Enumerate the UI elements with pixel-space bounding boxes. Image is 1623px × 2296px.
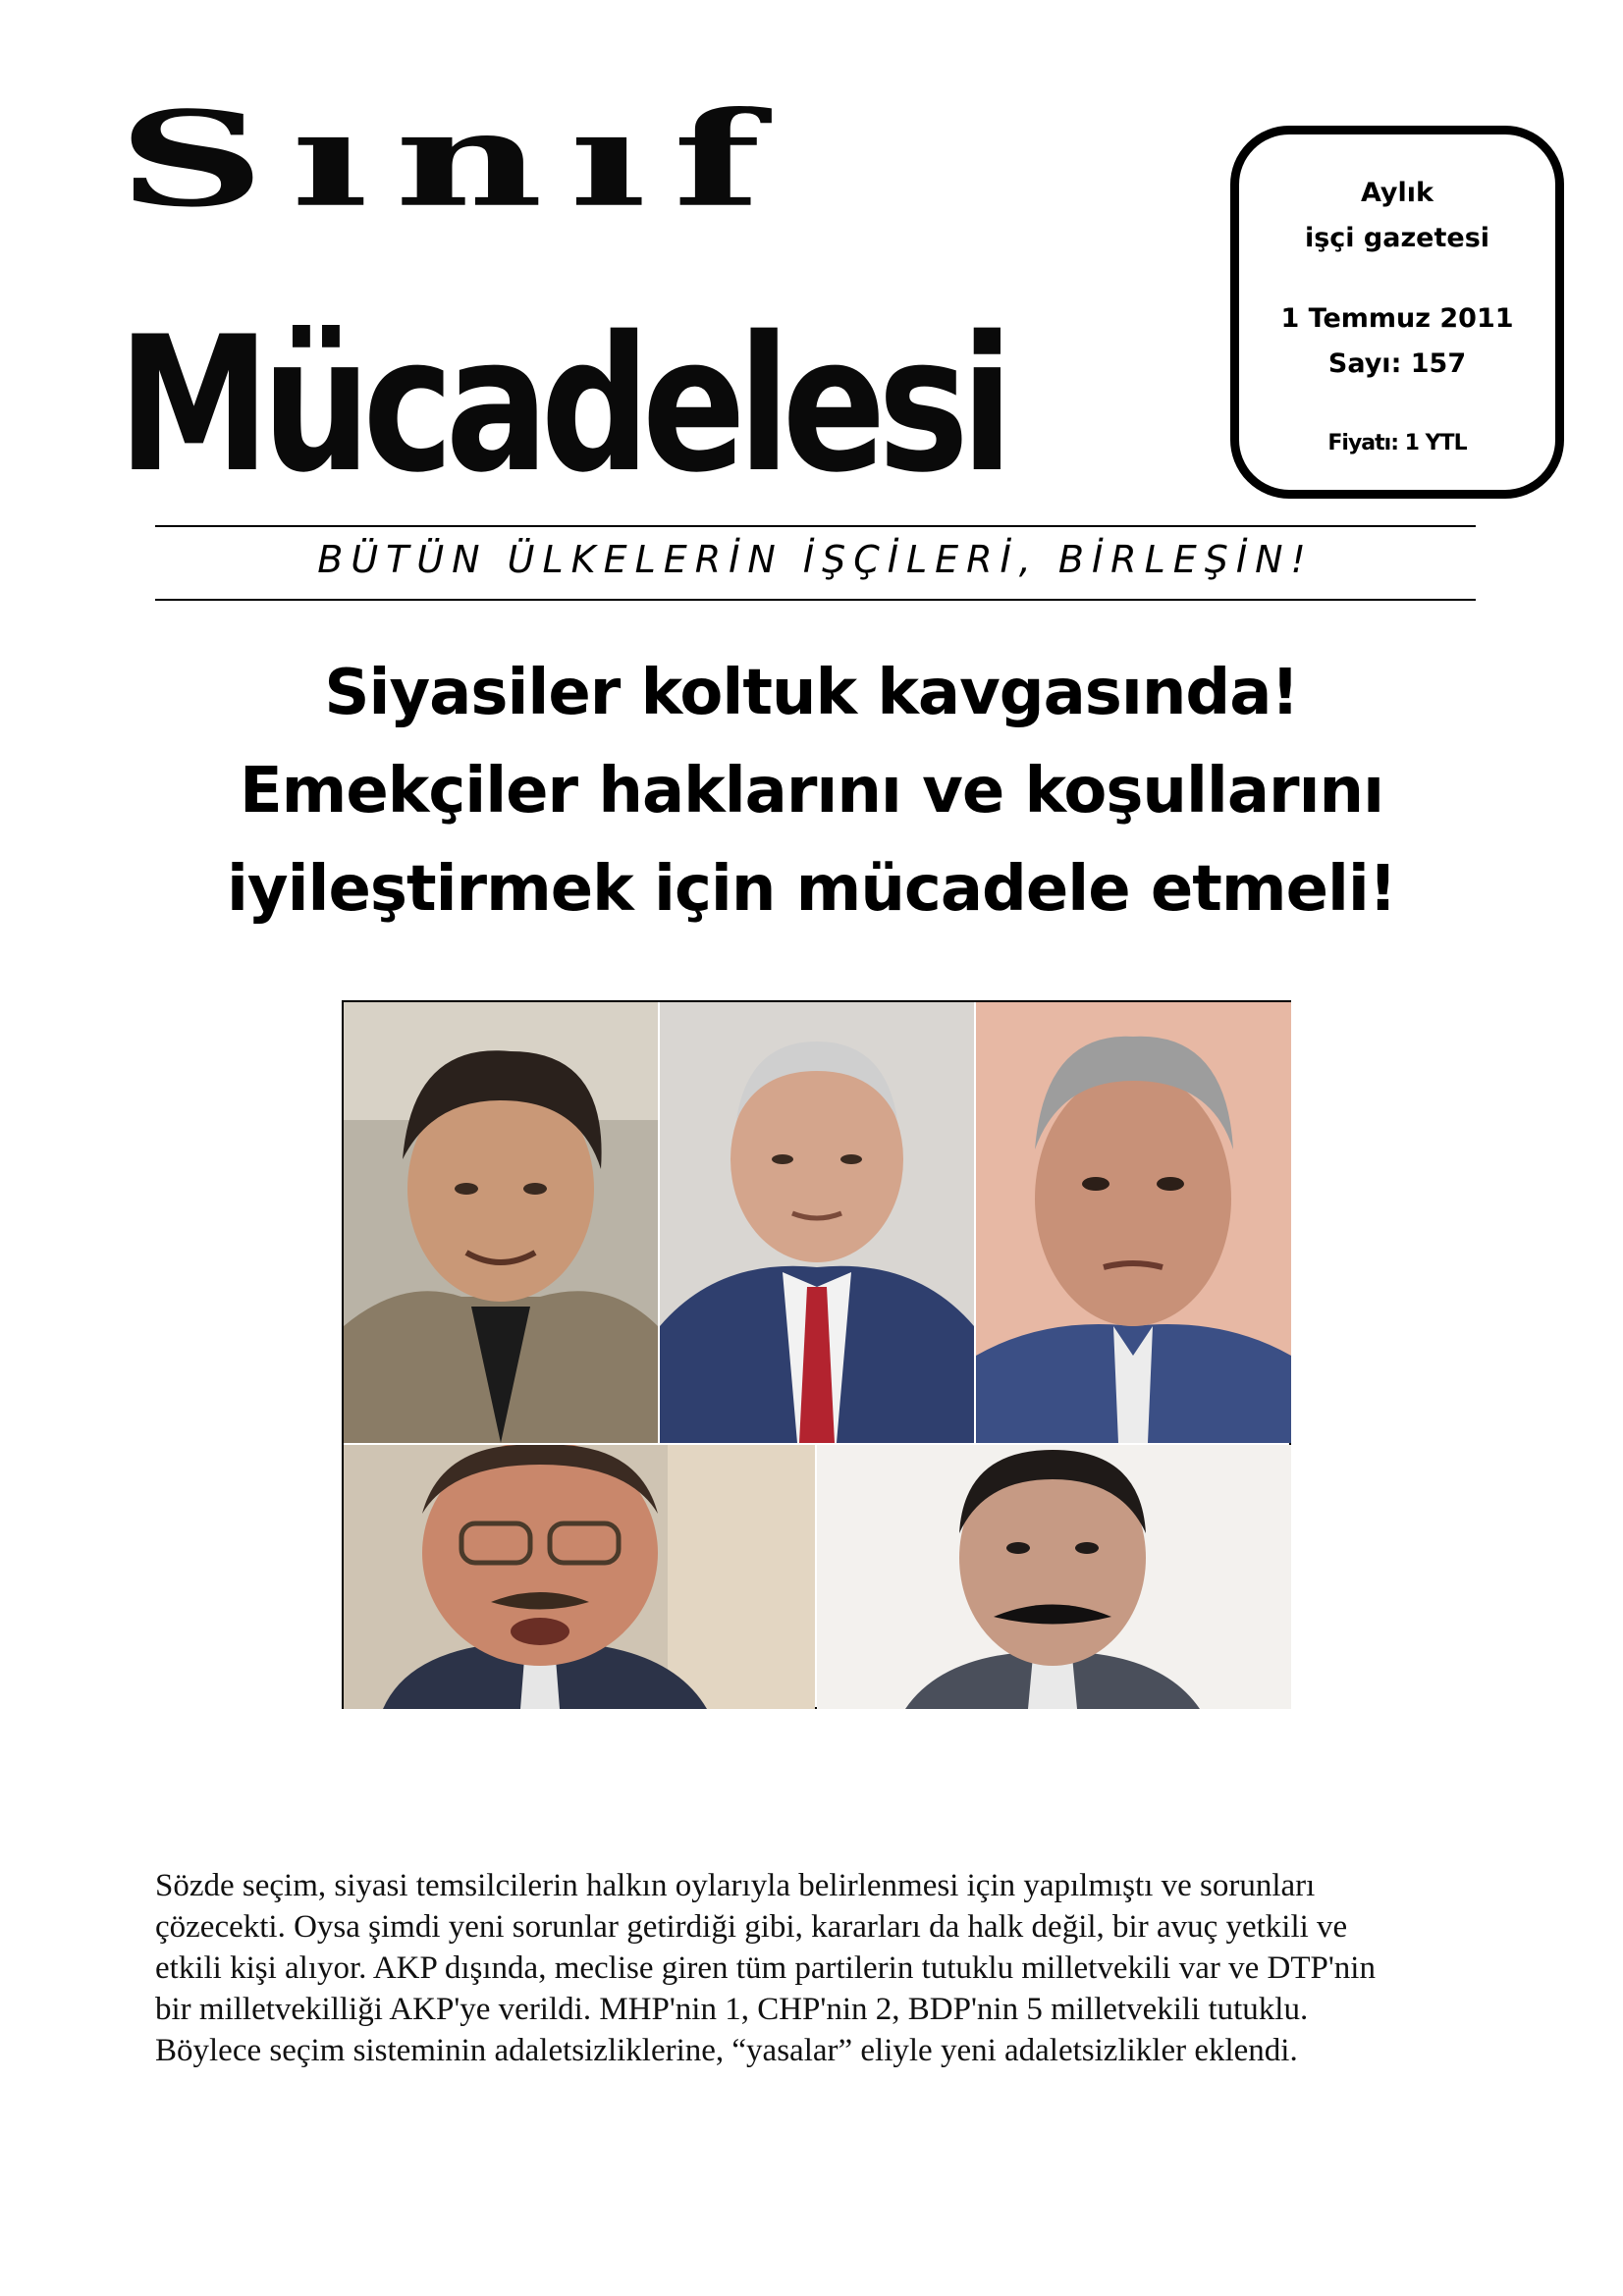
portrait-photo-5 <box>817 1445 1291 1709</box>
article-line: etkili kişi alıyor. AKP dışında, meclise giren tüm partilerin tutuklu milletvekili var ve DTP'nin <box>155 1950 1376 1986</box>
portrait-photo-2 <box>660 1002 974 1443</box>
article-body <box>155 1865 1481 2071</box>
issue-price: Fiyatı: 1 YTL <box>1327 431 1467 455</box>
headline-line: Siyasiler koltuk kavgasında! <box>324 657 1299 729</box>
paper-type-label: işçi gazetesi <box>1304 223 1490 253</box>
headline-line: Emekçiler haklarını ve koşullarını <box>239 755 1384 828</box>
frequency-label: Aylık <box>1361 178 1434 208</box>
article-line: bir milletvekilliği AKP'ye verildi. MHP'nin 1, CHP'nin 2, BDP'nin 5 milletvekili tutuklu. <box>155 1992 1309 2027</box>
headline <box>98 644 1525 938</box>
article-line: çözecekti. Oysa şimdi yeni sorunlar getirdiği gibi, kararları da halk değil, bir avuç yetkili ve <box>155 1909 1348 1945</box>
portrait-photo-1 <box>344 1002 658 1443</box>
top-divider <box>155 525 1476 527</box>
bottom-divider <box>155 599 1476 601</box>
masthead-title: Sınıf <box>118 82 787 237</box>
headline-line: iyileştirmek için mücadele etmeli! <box>226 853 1397 926</box>
politician-photo-collage <box>342 1000 1291 1709</box>
issue-number: Sayı: 157 <box>1327 348 1467 379</box>
portrait-photo-4 <box>344 1445 815 1709</box>
article-line: Böylece seçim sisteminin adaletsizliklerine, “yasalar” eliyle yeni adaletsizlikler eklendi. <box>155 2033 1298 2068</box>
issue-date: 1 Temmuz 2011 <box>1280 303 1514 334</box>
issue-info-box <box>1230 126 1564 499</box>
article-line: Sözde seçim, siyasi temsilcilerin halkın oylarıyla belirlenmesi için yapılmıştı ve sorunları <box>155 1868 1316 1903</box>
masthead-subtitle: Mücadelesi <box>118 296 1005 513</box>
portrait-photo-3 <box>976 1002 1291 1443</box>
slogan: BÜTÜN ÜLKELERİN İŞÇİLERİ, BİRLEŞİN! <box>317 538 1314 581</box>
